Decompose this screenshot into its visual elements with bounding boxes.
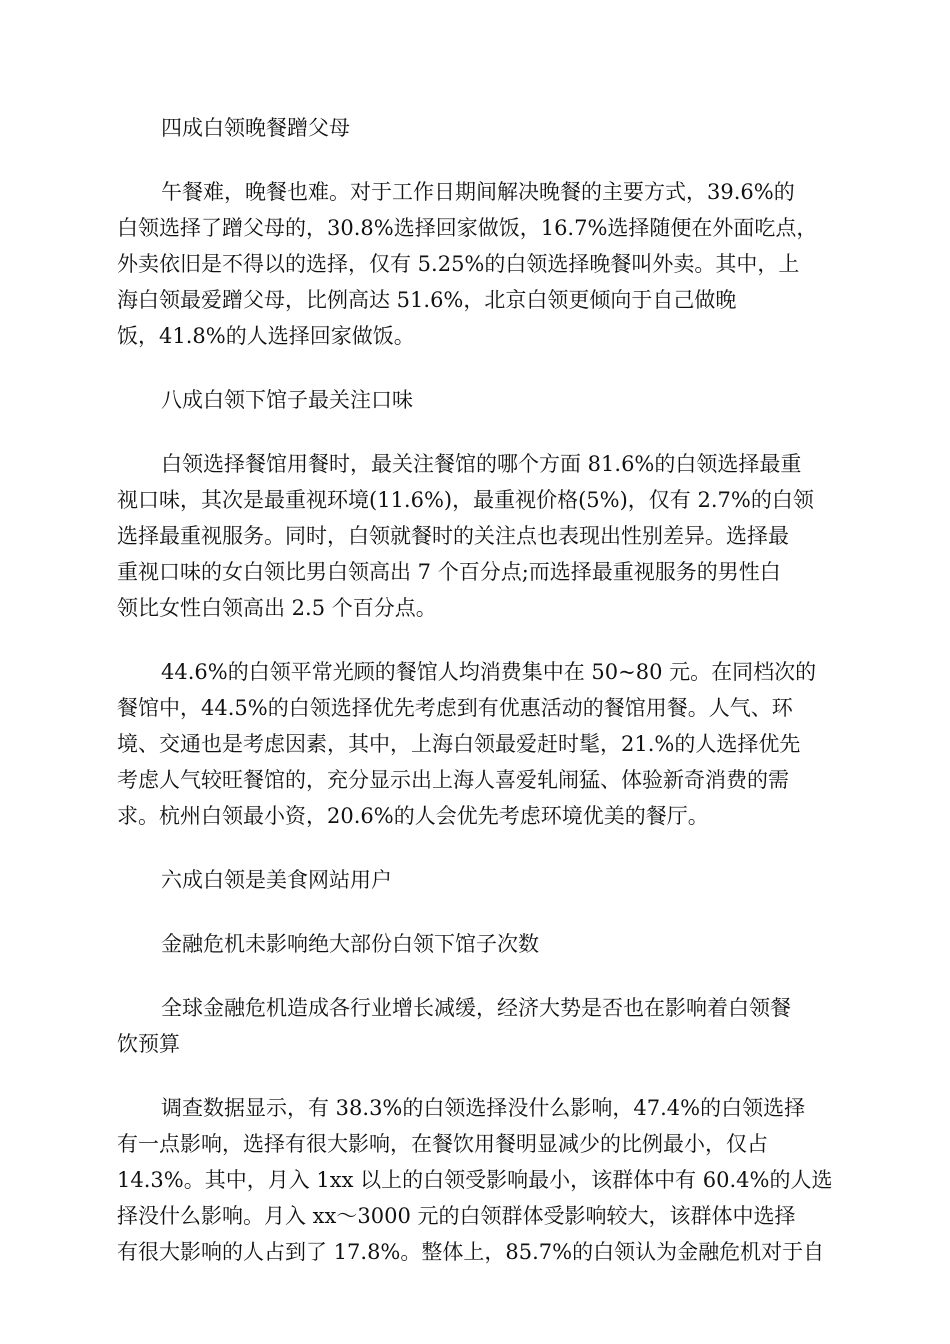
- paragraph-line: 视口味，其次是最重视环境(11.6%)，最重视价格(5%)，仅有 2.7%的白领: [117, 488, 814, 512]
- paragraph-line: 有很大影响的人占到了 17.8%。整体上，85.7%的白领认为金融危机对于自: [117, 1240, 825, 1264]
- paragraph-line: 领比女性白领高出 2.5 个百分点。: [117, 596, 437, 620]
- paragraph-survey-data: [117, 1090, 833, 1270]
- paragraph-taste: [117, 446, 833, 626]
- paragraph-line: 白领选择餐馆用餐时，最关注餐馆的哪个方面 81.6%的白领选择最重: [161, 452, 802, 476]
- paragraph-line: 44.6%的白领平常光顾的餐馆人均消费集中在 50~80 元。在同档次的: [161, 660, 817, 684]
- paragraph-line: 境、交通也是考虑因素，其中，上海白领最爱赶时髦，21.%的人选择优先: [117, 732, 801, 756]
- paragraph-line: 海白领最爱蹭父母，比例高达 51.6%，北京白领更倾向于自己做晚: [117, 288, 737, 312]
- paragraph-dinner: [117, 174, 833, 354]
- paragraph-line: 14.3%。其中，月入 1xx 以上的白领受影响最小，该群体中有 60.4%的人选: [117, 1168, 833, 1192]
- section-heading-taste: 八成白领下馆子最关注口味: [161, 388, 413, 412]
- paragraph-line: 全球金融危机造成各行业增长减缓，经济大势是否也在影响着白领餐: [161, 996, 791, 1020]
- paragraph-line: 有一点影响，选择有很大影响，在餐饮用餐明显减少的比例最小，仅占: [117, 1132, 768, 1156]
- document-page: [117, 110, 833, 1298]
- paragraph-line: 重视口味的女白领比男白领高出 7 个百分点;而选择最重视服务的男性白: [117, 560, 781, 584]
- paragraph-spending: [117, 654, 833, 834]
- paragraph-crisis-question: [117, 990, 833, 1062]
- paragraph-line: 饮预算: [117, 1032, 180, 1056]
- section-heading-food-sites: 六成白领是美食网站用户: [161, 868, 392, 892]
- paragraph-line: 午餐难，晚餐也难。对于工作日期间解决晚餐的主要方式，39.6%的: [161, 180, 795, 204]
- section-heading-financial-crisis: 金融危机未影响绝大部份白领下馆子次数: [161, 932, 539, 956]
- paragraph-line: 餐馆中，44.5%的白领选择优先考虑到有优惠活动的餐馆用餐。人气、环: [117, 696, 793, 720]
- paragraph-line: 白领选择了蹭父母的，30.8%选择回家做饭，16.7%选择随便在外面吃点，: [117, 216, 818, 240]
- section-heading-dinner: 四成白领晚餐蹭父母: [161, 116, 350, 140]
- paragraph-line: 求。杭州白领最小资，20.6%的人会优先考虑环境优美的餐厅。: [117, 804, 709, 828]
- paragraph-line: 饭，41.8%的人选择回家做饭。: [117, 324, 415, 348]
- paragraph-line: 择没什么影响。月入 xx～3000 元的白领群体受影响较大，该群体中选择: [117, 1204, 796, 1228]
- paragraph-line: 外卖依旧是不得以的选择，仅有 5.25%的白领选择晚餐叫外卖。其中，上: [117, 252, 800, 276]
- paragraph-line: 考虑人气较旺餐馆的，充分显示出上海人喜爱轧闹猛、体验新奇消费的需: [117, 768, 789, 792]
- paragraph-line: 选择最重视服务。同时，白领就餐时的关注点也表现出性别差异。选择最: [117, 524, 789, 548]
- paragraph-line: 调查数据显示，有 38.3%的白领选择没什么影响，47.4%的白领选择: [161, 1096, 806, 1120]
